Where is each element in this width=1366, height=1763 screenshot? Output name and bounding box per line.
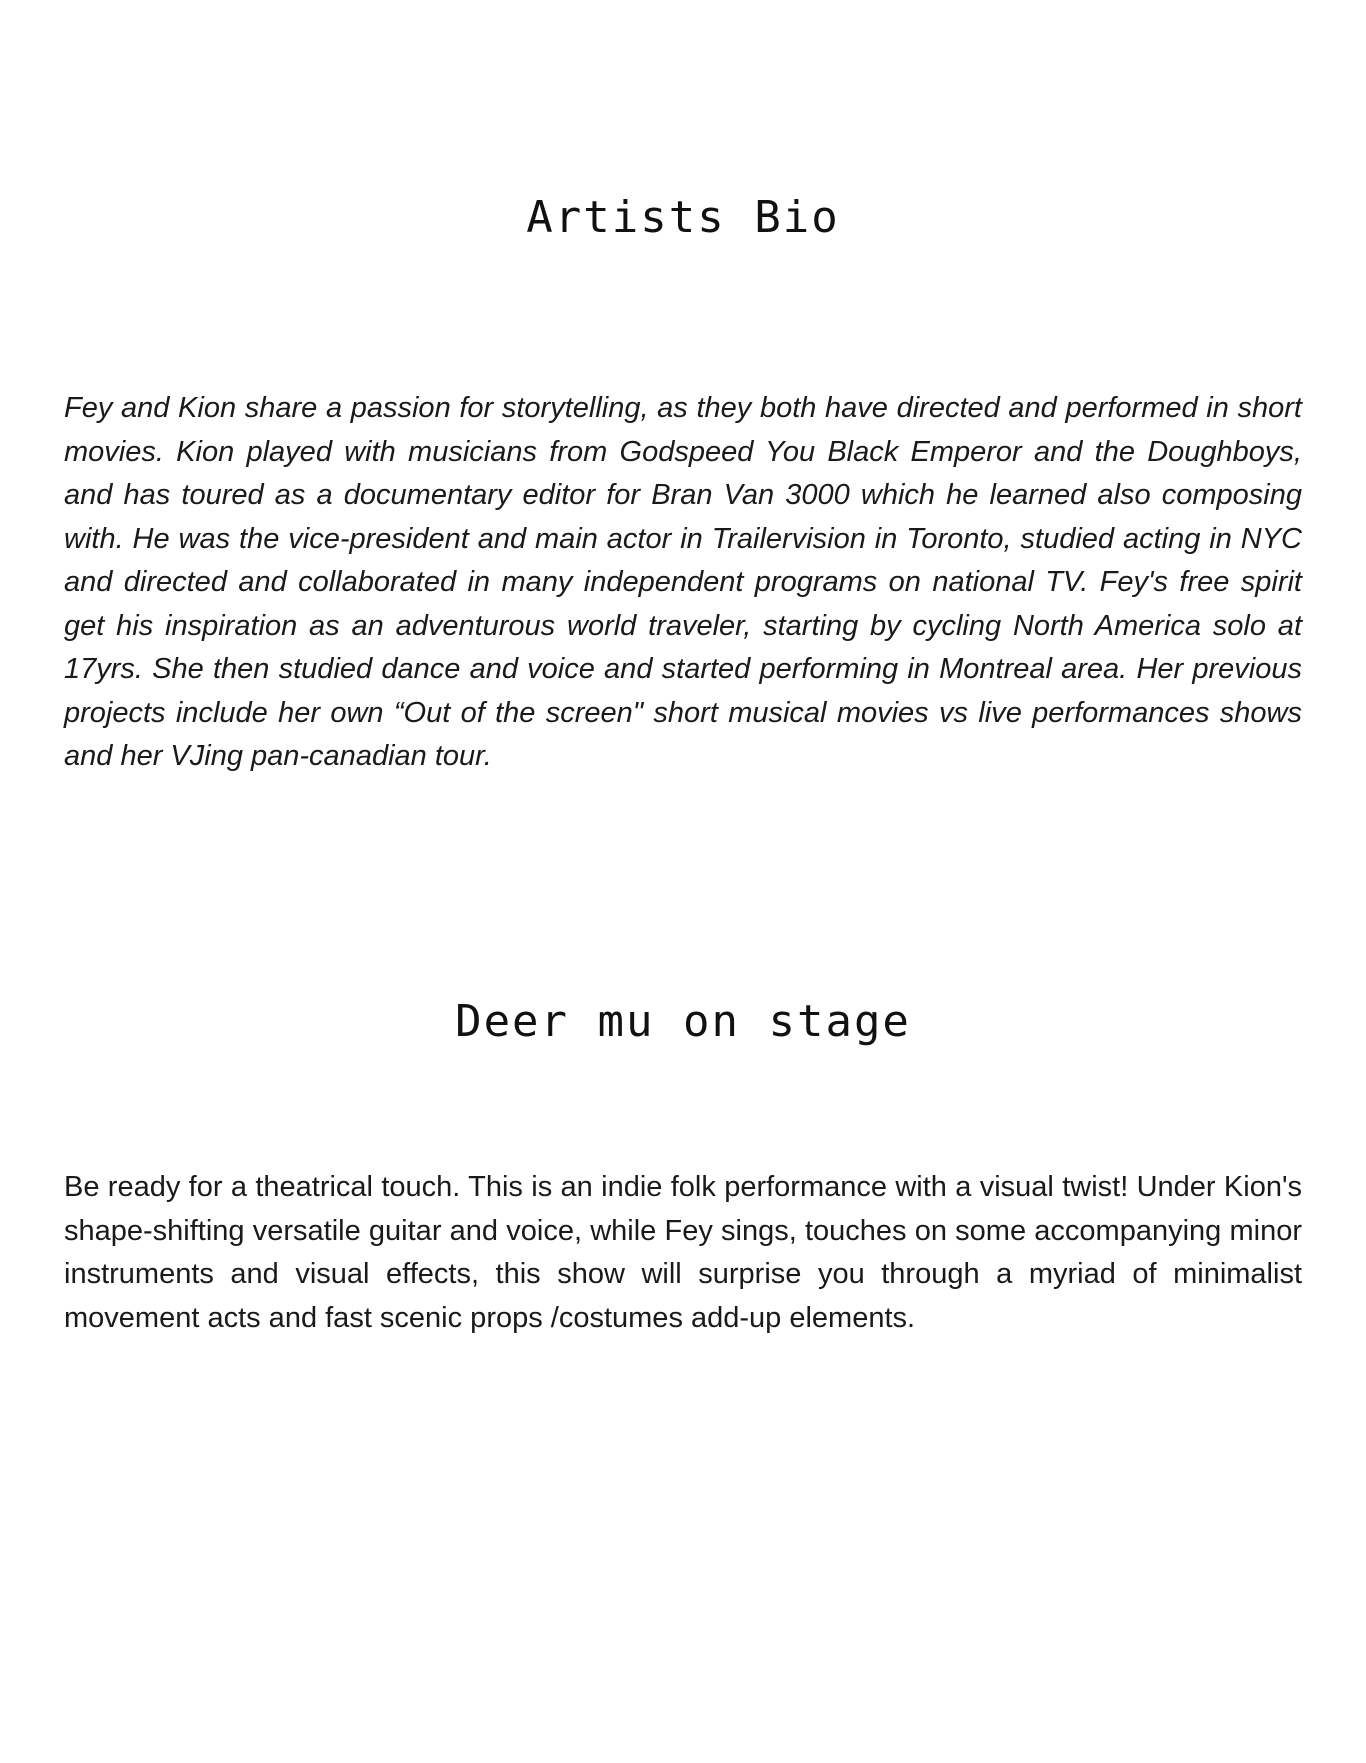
deer-mu-on-stage-heading: Deer mu on stage bbox=[455, 996, 911, 1047]
deer-mu-on-stage-paragraph: Be ready for a theatrical touch. This is an indie folk performance with a visual twist! Under Kion's shape-shifting versatile guitar and voice, while Fey sings, touches on some accompanying minor instruments and visual effects, this show will surprise you through a myriad of minimalist movement acts and fast scenic props /costumes add-up elements. bbox=[64, 1171, 1302, 1334]
artists-bio-heading: Artists Bio bbox=[526, 192, 840, 243]
artists-bio-paragraph: Fey and Kion share a passion for storytelling, as they both have directed and performed in short movies. Kion played with musicians from Godspeed You Black Emperor and the Doughboys, and has toured as a documentary editor for Bran Van 3000 which he learned also composing with. He was the vice-president and main actor in Trailervision in Toronto, studied acting in NYC and directed and collaborated in many independent programs on national TV. Fey's free spirit get his inspiration as an adventurous world traveler, starting by cycling North America solo at 17yrs. She then studied dance and voice and started performing in Montreal area. Her previous projects include her own “Out of the screen" short musical movies vs live performances shows and her VJing pan-canadian tour. bbox=[64, 392, 1302, 772]
